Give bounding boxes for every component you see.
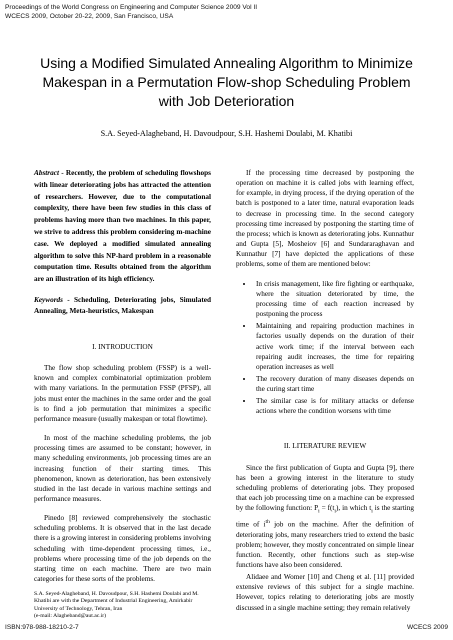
footer-isbn: ISBN:978-988-18210-2-7 [5, 624, 79, 631]
list-item: • Maintaining and repairing production machines in factories usually depends on the duration of their active work time; if the interval between each repairing audit increases, the time for repairing operation increases as well [254, 321, 414, 372]
superscript: th [265, 518, 270, 525]
footnote-line: University of Technology, Tehran, Iran [34, 605, 123, 612]
subscript: i [318, 508, 320, 515]
list-item: • The recovery duration of many diseases depends on the curing start time [254, 374, 414, 394]
right-column [236, 168, 414, 613]
running-header [5, 4, 257, 21]
author-list: S.A. Seyed-Alagheband, H. Davoudpour, S.H. Hashemi Doulabi, M. Khatibi [100, 129, 353, 138]
header-proceedings: Proceedings of the World Congress on Engineering and Computer Science 2009 Vol II [5, 4, 258, 11]
literature-paragraph-1 [236, 463, 414, 570]
keywords-text: - Scheduling, Deteriorating jobs, Simulated Annealing, Meta-heuristics, Makespan [34, 295, 211, 315]
literature-paragraph-2: Alidaee and Womer [10] and Cheng et al. [11] provided extensive reviews of this subject for a single machine. However, topics relating to deteriorating jobs are mostly discussed in a single machine setting; they remain relatively [236, 573, 414, 612]
paper-title: Using a Modified Simulated Annealing Algorithm to Minimize Makespan in a Permutation Flow-shop Scheduling Problem with Job Deterioration [40, 55, 413, 109]
literature-heading: II. LITERATURE REVIEW [283, 441, 367, 450]
footer-conference: WCECS 2009 [406, 624, 448, 631]
intro-paragraph-4: If the processing time decreased by postponing the operation on machine it is called jobs with learning effect, for example, in drying process, if the drying operation of the batch is postponed to a later time, natural evaporation leads to decrease in processing time. In the second category processing time increased by postponing the starting time of the process; which is known as deteriorating jobs. Kunnathur and Gupta [5], Mosheiov [6] and Sundararaghavan and Kunnathur [7] have depicted the applications of these problems, some of them are mentioned below: [236, 169, 414, 269]
intro-paragraph-1: The flow shop scheduling problem (FSSP) is a well-known and complex combinatorial optimization problem with many variations. In the permutation FSSP (PFSP), all jobs must enter the machines in the same order and the goal is to find a job permutation that minimizes a specific performance measure (usually makespan or total flowtime). [34, 364, 211, 423]
footnote-email: (e-mail: Alagheband@aut.ac.ir) [34, 612, 107, 619]
text-run: is the starting time of i [236, 504, 414, 529]
intro-heading: I. INTRODUCTION [92, 342, 153, 351]
applications-list [236, 279, 414, 417]
footnote-line: Khatibi are with the Department of Industrial Engineering, Amirkabir [34, 598, 193, 605]
list-item: • The similar case is for military attacks or defense actions where the condition worsens with time [254, 396, 414, 416]
header-conference: WCECS 2009, October 20-22, 2009, San Francisco, USA [5, 12, 174, 20]
text-run: job on the machine. After the definition of deteriorating jobs, many researchers tried to extend the basic problem; however, they mostly concentrated on simple linear function. Recently, other functions such as step-wise functions have also been considered. [236, 520, 414, 569]
keywords [34, 295, 211, 317]
text-run: ), in which t [335, 504, 372, 513]
abstract-text: - Recently, the problem of scheduling flowshops with linear deteriorating jobs has attracted the attention of researchers. However, due to the computational complexity, there have been few studies in this class of problems having more than two machines. In this paper, we strive to address this problem considering m-machine case. We deployed a modified simulated annealing algorithm to solve this NP-hard problem in a reasonable computation time. Results obtained from the algorithm are an illustration of its high efficiency. [34, 169, 211, 284]
abstract [34, 168, 211, 286]
left-column [34, 168, 211, 620]
list-item: • In crisis management, like fire fighting or earthquake, where the situation deteriorated by time, the processing time of each reaction increased by postponing the process [254, 279, 414, 320]
text-run: Since the first publication of Gupta and Gupta [9], there has been a growing interest in the literature to study scheduling problems of deteriorating jobs. They proposed that each job processing time on a machine can be expressed by the following function: P [236, 463, 414, 513]
intro-paragraph-3: Pinedo [8] reviewed comprehensively the stochastic scheduling problems. It is observed that in the last decade there is a growing interest in considering problems involving scheduling with time-dependent processing times, i.e., problems where processing time of the job depends on the starting time on each machine. There are two main categories for these sorts of the problems. [34, 514, 211, 584]
text-run: = f(t [319, 504, 335, 513]
subscript: i [371, 508, 373, 515]
footnote-line: S.A. Seyed-Alagheband, H. Davoudpour, S.H. Hashemi Doulabi and M. [34, 591, 199, 598]
author-footnote [34, 591, 211, 620]
keywords-label: Keywords [34, 295, 63, 304]
subscript: i [334, 508, 336, 515]
abstract-label: Abstract [34, 169, 59, 177]
intro-paragraph-2: In most of the machine scheduling problems, the job processing times are assumed to be constant; however, in many scheduling environments, job processing times are an increasing function of their starting times. This phenomenon, known as deterioration, has been extensively studied in the last decade in various machine settings and performance measures. [34, 434, 211, 503]
